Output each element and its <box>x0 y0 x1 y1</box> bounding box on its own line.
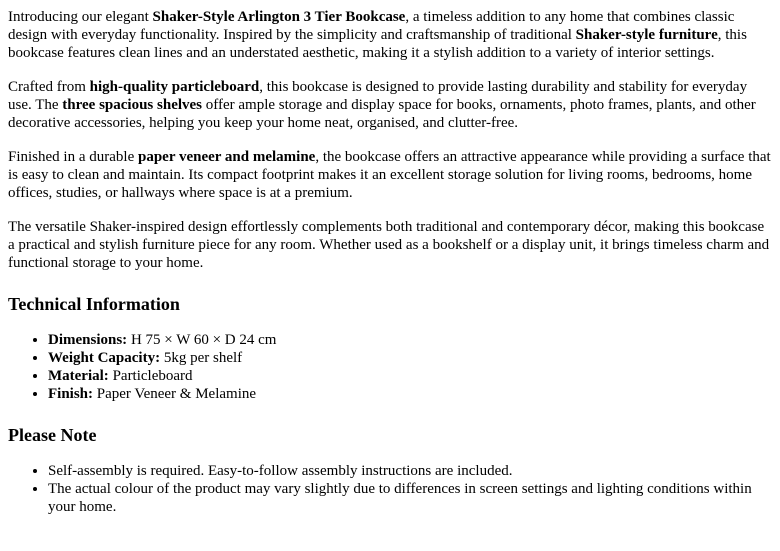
spec-label: Material: <box>48 368 109 384</box>
spec-value: Paper Veneer & Melamine <box>93 386 257 402</box>
style-name: Shaker-style furniture <box>575 27 718 43</box>
text: , this bookcase is designed to provide lasting durability and stability for everyday use. The <box>8 79 748 113</box>
material-highlight: high-quality particleboard <box>89 79 260 95</box>
spec-value: Particleboard <box>108 368 193 384</box>
spec-item <box>48 331 772 349</box>
spec-item <box>48 385 772 403</box>
text: Introducing our elegant <box>8 9 153 25</box>
text: , this bookcase features clean lines and an understated aesthetic, making it a stylish addition to a variety of interior settings. <box>8 27 747 61</box>
spec-item <box>48 349 772 367</box>
spec-label: Weight Capacity: <box>48 350 161 366</box>
text: , a timeless addition to any home that combines classic design with everyday functionality. Inspired by the simplicity and craftsmanship of traditional <box>8 9 735 43</box>
spec-label: Dimensions: <box>48 332 128 348</box>
text: The versatile Shaker-inspired design effortlessly complements both traditional and contemporary décor, making this bookcase a practical and stylish furniture piece for any room. Whether used as a bookshelf or a display unit, it brings timeless charm and functional storage to your home. <box>8 219 770 271</box>
note-item: • The actual colour of the product may vary slightly due to differences in screen settings and lighting conditions within your home. <box>48 480 772 516</box>
finish-highlight: paper veneer and melamine <box>137 149 316 165</box>
note-item: • Self-assembly is required. Easy-to-follow assembly instructions are included. <box>48 462 772 480</box>
technical-list <box>8 331 772 403</box>
spec-label: Finish: <box>48 386 94 402</box>
materials-paragraph <box>8 78 772 132</box>
product-name: Shaker-Style Arlington 3 Tier Bookcase <box>152 9 406 25</box>
design-paragraph <box>8 218 772 272</box>
text: offer ample storage and display space for books, ornaments, photo frames, plants, and other decorative accessories, helping you keep your home neat, organised, and clutter-free. <box>8 97 756 131</box>
note-list <box>8 462 772 516</box>
technical-heading: Technical Information <box>8 294 180 314</box>
note-heading: Please Note <box>8 425 97 445</box>
text: Finished in a durable <box>8 149 138 165</box>
shelves-highlight: three spacious shelves <box>62 97 203 113</box>
spec-value: H 75 × W 60 × D 24 cm <box>127 332 277 348</box>
intro-paragraph <box>8 8 772 62</box>
finish-paragraph <box>8 148 772 202</box>
spec-value: 5kg per shelf <box>160 350 243 366</box>
text: , the bookcase offers an attractive appearance while providing a surface that is easy to clean and maintain. Its compact footprint makes it an excellent storage solution for living rooms, bedrooms, home offices, studies, or hallways where space is at a premium. <box>8 149 771 201</box>
spec-item <box>48 367 772 385</box>
text: Crafted from <box>8 79 90 95</box>
